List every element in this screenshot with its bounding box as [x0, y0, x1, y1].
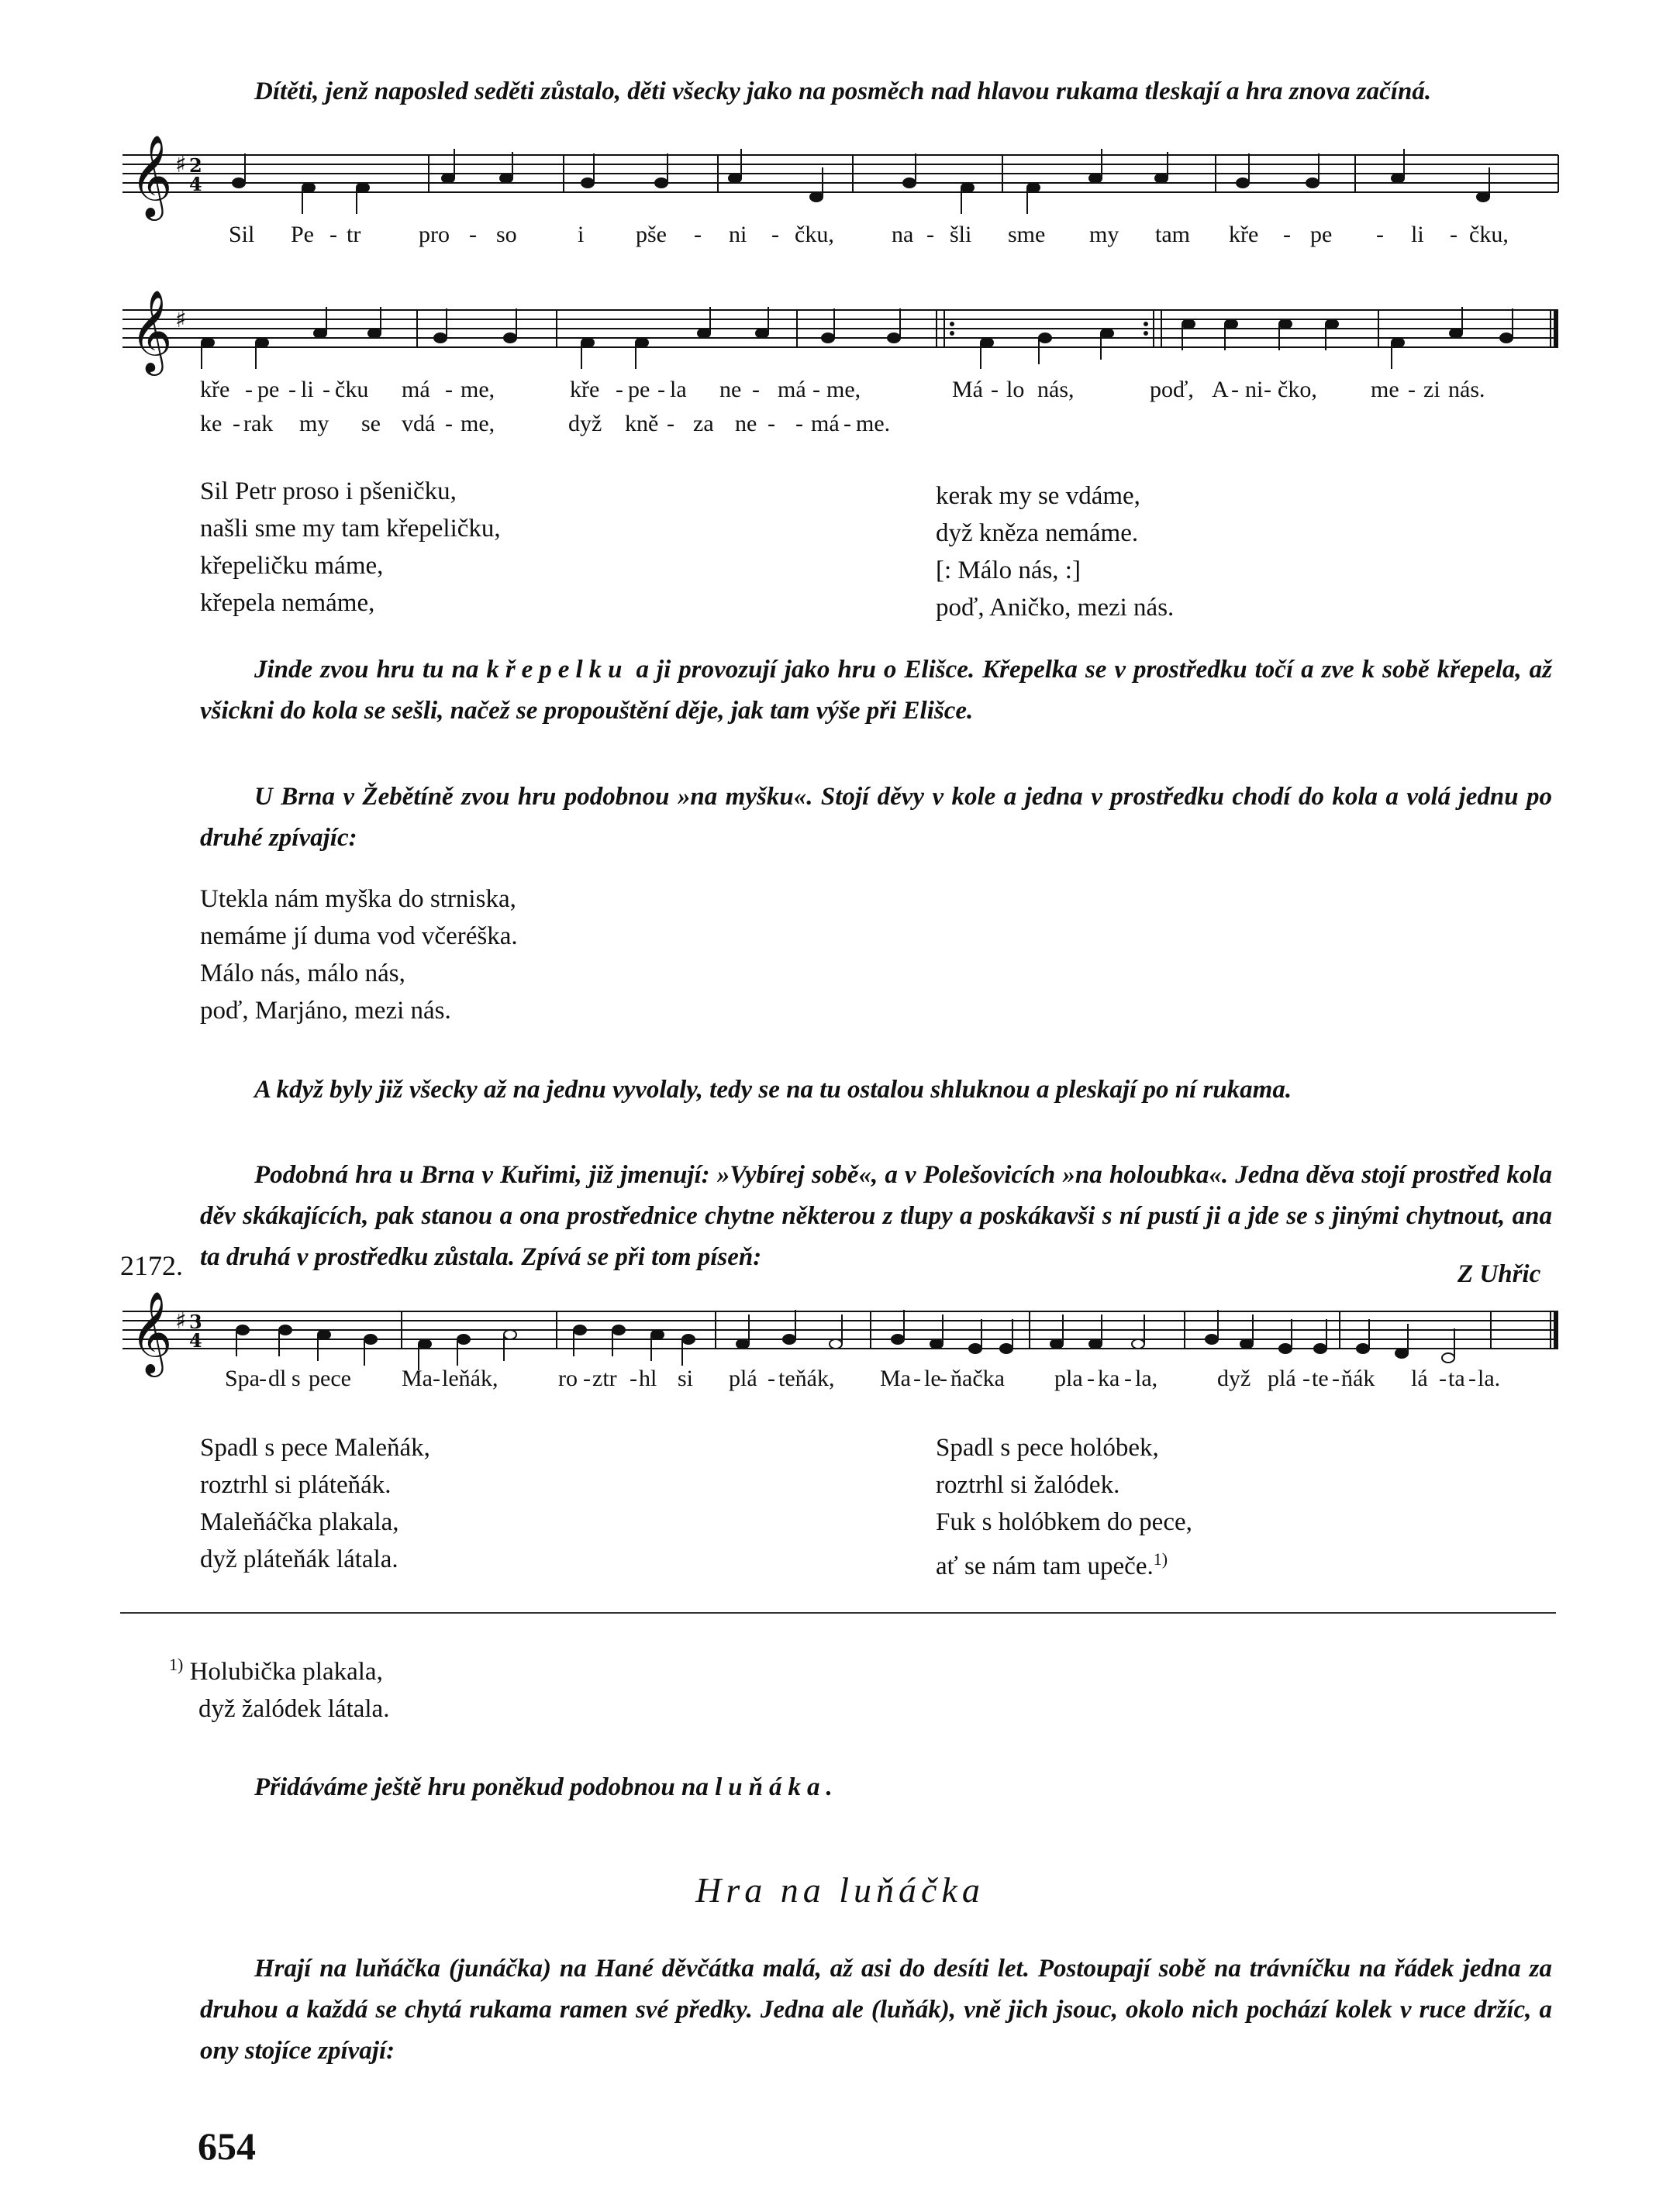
treble-clef-icon [130, 289, 172, 376]
svg-text:3: 3 [189, 1311, 202, 1333]
treble-clef-icon [130, 1290, 172, 1377]
svg-text:2: 2 [189, 154, 202, 177]
footnote: $^{1)}$ Holubička plakala, dyž žalódek látala. [169, 1655, 390, 1723]
svg-text:♯: ♯ [175, 1308, 187, 1335]
paragraph-lunacka: Přidáváme ještě hru poněkud podobnou na luňáka. [254, 1773, 833, 1801]
footnote-reference: 1) [1153, 1549, 1168, 1569]
footnote-divider [120, 1612, 1556, 1614]
paragraph-vyvolaly: A když byly již všecky až na jednu vyvolaly, tedy se na tu ostalou shluknou a pleskají po ní rukama. [254, 1076, 1292, 1104]
paragraph-hra: Hrají na luňáčka (junáčka) na Hané děvčátka malá, až asi do desíti let. Postoupají sobě na trávníčku na řádek jedna za druhou a každá se chytá rukama ramen své předky. Jedna ale (luňák), vně jich jsouc, okolo nich pochází kolek v ruce držíc, a ony stojíce zpívají: [200, 1955, 1552, 2065]
section-heading: Hra na luňáčka [695, 1870, 985, 1910]
paragraph-krepelka: Jinde zvou hru tu na křepelku a ji provozují jako hru o Elišce. Křepelka se v prostředku točí a zve k sobě křepela, až všickni do kola se sešli, načež se propouštění děje, jak tam výše při Elišce. [200, 656, 1552, 725]
svg-text:♯: ♯ [175, 306, 187, 333]
song2-number: 2172. [120, 1250, 183, 1281]
svg-text:𝄞: 𝄞 [130, 1290, 173, 1373]
song2-origin: Z Uhřic [1457, 1260, 1541, 1288]
verse-myska: Utekla nám myška do strniska, nemáme jí duma vod včeréška. Málo nás, málo nás, poď, Marjáno, mezi nás. [200, 885, 518, 1025]
song1-staff-line-2 [115, 289, 1564, 388]
song2-verse-left: Spadl s pece Maleňák, roztrhl si pláteňák. Maleňáčka plakala, dyž pláteňák látala. [200, 1434, 430, 1573]
song1-verse-left: Sil Petr proso i pšeničku, našli sme my tam křepeličku, křepeličku máme, křepela nemáme, [200, 477, 501, 617]
svg-text:4: 4 [189, 1329, 202, 1352]
treble-clef-icon [130, 134, 172, 221]
paragraph-kurimi: Podobná hra u Brna v Kuřimi, již jmenují: »Vybírej sobě«, a v Polešovicích »na holoubka«. Jedna děva stojí prostřed kola děv skákajících, pak stanou a ona prostřednice chytne některou z tlupy a poskákavši s ní pustí ji a jde se s jinými chytnout, ana ta druhá v prostředku zůstala. Zpívá se při tom píseň: [200, 1161, 1552, 1271]
page-number: 654 [198, 2124, 256, 2168]
song1-staff-line-1 [115, 134, 1564, 233]
svg-text:𝄞: 𝄞 [130, 134, 173, 217]
svg-text:4: 4 [189, 173, 202, 195]
intro-text: Dítěti, jenž naposled seděti zůstalo, děti všecky jako na posměch nad hlavou rukama tleskají a hra znova začíná. [254, 78, 1432, 105]
svg-text:♯: ♯ [175, 151, 187, 178]
intro-paragraph [200, 71, 1552, 112]
song2-verse-right: Spadl s pece holóbek, roztrhl si žalódek. Fuk s holóbkem do pece, ať se nám tam upeče.$^{1)}$ [936, 1434, 1192, 1580]
song1-verse-right: kerak my se vdáme, dyž kněza nemáme. [: Málo nás, :] poď, Aničko, mezi nás. [936, 482, 1175, 622]
paragraph-myska: U Brna v Žebětíně zvou hru podobnou »na myšku«. Stojí děvy v kole a jedna v prostředku chodí do kola a volá jednu po druhé zpívajíc: [200, 783, 1552, 852]
svg-text:𝄞: 𝄞 [130, 289, 173, 372]
